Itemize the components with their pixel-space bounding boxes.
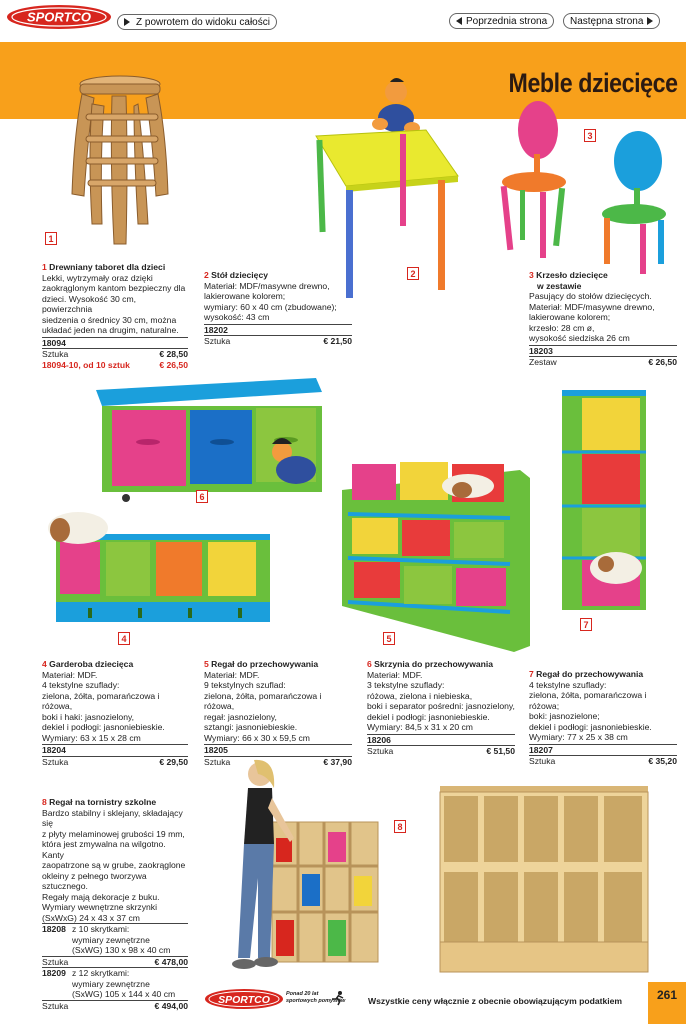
chevron-right-icon bbox=[124, 18, 130, 26]
product-desc-line: wysokość: 43 cm bbox=[204, 312, 270, 322]
page-title: Meble dziecięce bbox=[508, 68, 678, 98]
price: € 35,20 bbox=[648, 756, 677, 766]
product-code: 18208 bbox=[42, 924, 66, 934]
product-desc-line: Materiał: MDF/masywne drewno, bbox=[204, 280, 330, 291]
product-title-2: w zestawie bbox=[537, 280, 582, 291]
product-desc-line: z płyty melaminowej grubości 19 mm, bbox=[42, 828, 185, 839]
product-code: 18206 bbox=[367, 734, 515, 746]
product-desc-line: boki i haki: jasnozielony, bbox=[42, 711, 135, 722]
product-8-info bbox=[42, 797, 188, 1011]
product-desc-line: dekiel i podłogi: jasnoniebieskie. bbox=[42, 722, 165, 732]
footer-tax-note: Wszystkie ceny włącznie z obecnie obowiązującym podatkiem bbox=[368, 996, 623, 1006]
unit-label: Sztuka bbox=[367, 746, 394, 756]
athlete-icon bbox=[330, 990, 346, 1006]
product-desc-line: boki: jasnozielone; bbox=[529, 711, 600, 721]
product-desc-line: (SxWxG) 24 x 43 x 37 cm bbox=[42, 912, 140, 923]
product-code: 18207 bbox=[529, 744, 677, 756]
product-desc-line: 4 tekstylne szuflady: bbox=[42, 680, 120, 690]
product-number: 3 bbox=[529, 270, 534, 280]
product-desc-line: różowa, zielona i niebieska, bbox=[367, 690, 473, 701]
product-number-badge: 3 bbox=[584, 129, 596, 142]
variant-line: wymiary zewnętrzne bbox=[72, 978, 150, 989]
product-code: 18209 bbox=[42, 968, 66, 978]
tagline-line-2: sportowych pomysłów bbox=[286, 998, 346, 1004]
product-desc-line: Wymiary wewnętrzne skrzynki bbox=[42, 902, 158, 912]
tagline-line-1: Ponad 20 lat bbox=[286, 991, 319, 997]
product-desc-line: Regały mają dekoracje z buku. bbox=[42, 891, 160, 902]
product-title: Regał do przechowywania bbox=[536, 669, 644, 679]
unit-label: Sztuka bbox=[42, 1000, 69, 1011]
variant-line: wymiary zewnętrzne bbox=[72, 934, 150, 945]
product-desc-line: zaokrąglonym kantom bezpieczny dla bbox=[42, 283, 186, 293]
product-desc-line: zielona, żółta, pomarańczowa i różowa, bbox=[42, 690, 160, 711]
product-title: Skrzynia do przechowywania bbox=[374, 659, 494, 669]
product-number: 5 bbox=[204, 659, 209, 669]
page-number: 261 bbox=[648, 982, 686, 1024]
product-number-badge: 4 bbox=[118, 632, 130, 645]
product-desc-line: dzieci. Wysokość 30 cm, powierzchnia bbox=[42, 293, 137, 314]
product-code: 18202 bbox=[204, 324, 352, 336]
unit-label: Zestaw bbox=[529, 357, 557, 367]
next-page-button[interactable] bbox=[563, 13, 660, 29]
product-desc-line: krzesło: 28 cm ø, bbox=[529, 322, 595, 333]
product-desc-line: lakierowane kolorem; bbox=[204, 291, 286, 301]
product-title: Stół dziecięcy bbox=[211, 270, 269, 280]
product-desc-line: boki i separator pośredni: jasnozielony, bbox=[367, 701, 515, 711]
sportco-logo[interactable] bbox=[6, 4, 112, 30]
product-code: 18204 bbox=[42, 744, 188, 756]
variant-line: z 10 skrytkami: bbox=[72, 924, 130, 934]
product-code: 18205 bbox=[204, 744, 352, 756]
product-desc-line: wymiary: 60 x 40 cm (zbudowane); bbox=[204, 301, 337, 312]
product-desc-line: zielona, żółta, pomarańczowa i różowa, bbox=[204, 690, 322, 711]
chevron-right-icon bbox=[647, 17, 653, 25]
product-desc-line: Wymiary: 66 x 30 x 59,5 cm bbox=[204, 732, 310, 743]
kids-chairs-image bbox=[490, 98, 682, 278]
product-number: 1 bbox=[42, 262, 47, 272]
product-1-info bbox=[42, 262, 188, 370]
product-desc-line: Wymiary: 84,5 x 31 x 20 cm bbox=[367, 722, 473, 732]
product-desc-line: siedzenia o średnicy 30 cm, można bbox=[42, 314, 177, 325]
product-desc-line: 4 tekstylne szuflady: bbox=[529, 679, 607, 690]
product-title: Regał do przechowywania bbox=[211, 659, 319, 669]
price: € 26,50 bbox=[648, 357, 677, 367]
bulk-code: 18094-10, od 10 sztuk bbox=[42, 359, 130, 370]
wooden-cubby-shelf-image bbox=[436, 778, 654, 976]
product-7-info bbox=[529, 669, 677, 767]
product-title: Garderoba dziecięca bbox=[49, 659, 134, 669]
kids-wardrobe-image bbox=[38, 506, 272, 630]
product-desc-line: Materiał: MDF/masywne drewno, bbox=[529, 301, 655, 312]
unit-label: Sztuka bbox=[42, 956, 69, 967]
product-title: Regał na tornistry szkolne bbox=[49, 797, 157, 807]
product-2-info bbox=[204, 270, 352, 347]
variant-line: z 12 skrytkami: bbox=[72, 968, 130, 978]
product-number: 7 bbox=[529, 669, 534, 679]
schoolbag-shelf-with-person-image bbox=[214, 758, 382, 976]
variant-line: (SxWG) 130 x 98 x 40 cm bbox=[72, 945, 171, 955]
product-desc-line: Wymiary: 63 x 15 x 28 cm bbox=[42, 732, 141, 743]
product-desc-line: lakierowane kolorem; bbox=[529, 312, 611, 322]
back-to-overview-link[interactable] bbox=[117, 14, 277, 30]
product-desc-line: Bardzo stabilny i sklejany, składający się bbox=[42, 807, 183, 828]
product-4-info bbox=[42, 659, 188, 767]
unit-label: Sztuka bbox=[529, 756, 556, 766]
back-label: Z powrotem do widoku całości bbox=[136, 16, 270, 28]
product-number-badge: 1 bbox=[45, 232, 57, 245]
storage-shelf-image bbox=[338, 456, 534, 652]
next-label: Następna strona bbox=[570, 15, 644, 27]
product-desc-line: układać jeden na drugim, naturalne. bbox=[42, 325, 179, 335]
price: € 478,00 bbox=[154, 956, 188, 967]
product-code: 18094 bbox=[42, 337, 188, 349]
product-6-info bbox=[367, 659, 515, 757]
product-3-info bbox=[529, 270, 677, 368]
product-number: 4 bbox=[42, 659, 47, 669]
product-number-badge: 2 bbox=[407, 267, 419, 280]
product-number: 2 bbox=[204, 270, 209, 280]
product-desc-line: dekiel i podłogi: jasnoniebieskie. bbox=[367, 711, 490, 722]
product-number-badge: 5 bbox=[383, 632, 395, 645]
price: € 37,90 bbox=[323, 756, 352, 767]
product-number-badge: 8 bbox=[394, 820, 406, 833]
price: € 51,50 bbox=[486, 746, 515, 756]
price: € 29,50 bbox=[159, 756, 188, 767]
svg-text:SPORTCO: SPORTCO bbox=[26, 9, 92, 25]
price: € 494,00 bbox=[154, 1000, 188, 1011]
product-number-badge: 7 bbox=[580, 618, 592, 631]
product-desc-line: która jest zmywalna na wilgotno. Kanty bbox=[42, 839, 166, 860]
unit-label: Sztuka bbox=[42, 349, 69, 359]
product-code: 18203 bbox=[529, 345, 677, 357]
prev-page-button[interactable] bbox=[449, 13, 554, 29]
price: € 21,50 bbox=[323, 336, 352, 346]
product-desc-line: 9 tekstylnych szuflad: bbox=[204, 680, 286, 690]
product-desc-line: wysokość siedziska 26 cm bbox=[529, 333, 630, 343]
product-number: 8 bbox=[42, 797, 47, 807]
product-desc-line: Pasujący do stołów dziecięcych. bbox=[529, 291, 652, 301]
product-desc-line: dekiel i podłogi: jasnoniebieskie. bbox=[529, 721, 652, 732]
chevron-left-icon bbox=[456, 17, 462, 25]
unit-label: Sztuka bbox=[42, 756, 69, 767]
product-desc-line: zaopatrzone są w grube, zaokrąglone bbox=[42, 860, 186, 870]
product-desc-line: 3 tekstylne szuflady: bbox=[367, 680, 445, 690]
product-5-info bbox=[204, 659, 352, 767]
product-desc-line: sztangi: jasnoniebieskie. bbox=[204, 722, 298, 732]
product-number-badge: 6 bbox=[196, 490, 208, 503]
variant-line: (SxWG) 105 x 144 x 40 cm bbox=[72, 989, 176, 999]
product-desc-line: Materiał: MDF. bbox=[204, 669, 260, 680]
bulk-price: € 26,50 bbox=[159, 359, 188, 370]
wooden-stools-image bbox=[62, 74, 180, 250]
product-desc-line: regał: jasnozielony, bbox=[204, 711, 277, 722]
product-title: Krzesło dziecięce bbox=[536, 270, 608, 280]
product-desc-line: Materiał: MDF. bbox=[367, 669, 423, 680]
unit-label: Sztuka bbox=[204, 336, 231, 346]
footer-sportco-logo bbox=[204, 988, 284, 1010]
unit-label: Sztuka bbox=[204, 756, 231, 767]
storage-chest-image bbox=[96, 374, 346, 506]
prev-label: Poprzednia strona bbox=[466, 15, 548, 27]
price: € 28,50 bbox=[159, 349, 188, 359]
product-desc-line: Wymiary: 77 x 25 x 38 cm bbox=[529, 732, 628, 742]
kids-table-image bbox=[308, 72, 460, 302]
product-desc-line: Lekki, wytrzymały oraz dzięki bbox=[42, 272, 153, 283]
tall-storage-shelf-image bbox=[558, 386, 650, 614]
product-number: 6 bbox=[367, 659, 372, 669]
product-desc-line: zielona, żółta, pomarańczowa i różowa; bbox=[529, 690, 647, 711]
product-title: Drewniany taboret dla dzieci bbox=[49, 262, 166, 272]
svg-text:SPORTCO: SPORTCO bbox=[218, 994, 270, 1006]
product-desc-line: Materiał: MDF. bbox=[42, 669, 98, 680]
product-desc-line: okleiny z pełnego tworzywa sztucznego. bbox=[42, 870, 147, 891]
